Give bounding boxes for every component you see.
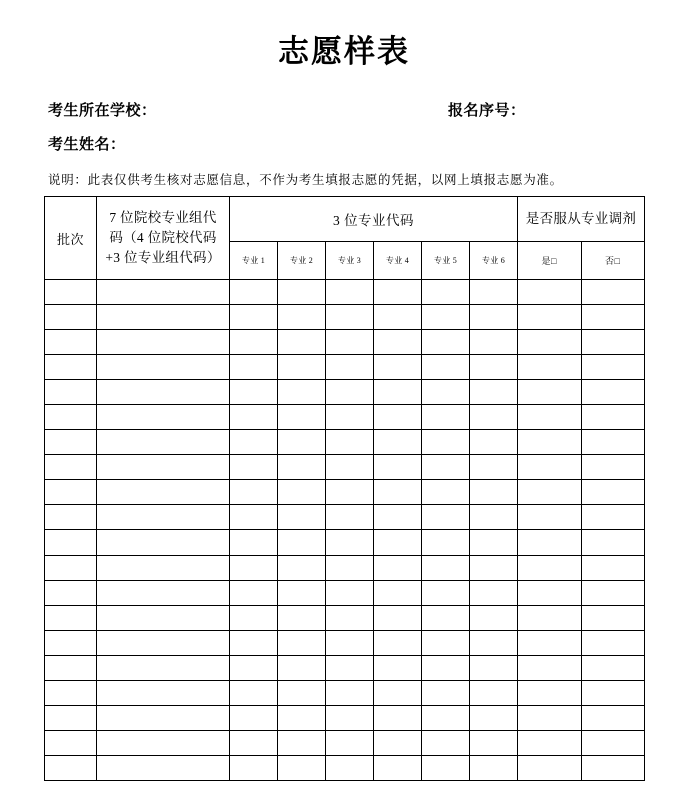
table-header [45, 197, 645, 280]
table-cell[interactable] [45, 680, 97, 705]
table-cell[interactable] [581, 555, 645, 580]
table-cell[interactable] [230, 480, 278, 505]
field-registration-no [448, 99, 526, 120]
table-cell[interactable] [422, 680, 470, 705]
table-cell[interactable] [581, 355, 645, 380]
table-cell[interactable] [422, 555, 470, 580]
table-cell[interactable] [581, 530, 645, 555]
table-cell[interactable] [470, 655, 518, 680]
table-cell[interactable] [581, 430, 645, 455]
table-cell[interactable] [230, 630, 278, 655]
table-cell[interactable] [278, 630, 326, 655]
table-row [45, 280, 645, 305]
table-cell[interactable] [374, 455, 422, 480]
table-cell[interactable] [278, 280, 326, 305]
table-row [45, 505, 645, 530]
table-cell[interactable] [230, 755, 278, 780]
table-cell[interactable] [326, 755, 374, 780]
table-cell[interactable] [422, 455, 470, 480]
table-cell[interactable] [278, 455, 326, 480]
table-cell[interactable] [97, 605, 230, 630]
table-cell[interactable] [230, 605, 278, 630]
table-cell[interactable] [45, 380, 97, 405]
table-cell[interactable] [422, 655, 470, 680]
table-cell[interactable] [97, 330, 230, 355]
table-row [45, 705, 645, 730]
table-cell[interactable] [97, 305, 230, 330]
table-cell[interactable] [45, 705, 97, 730]
table-cell[interactable] [326, 455, 374, 480]
table-cell[interactable] [422, 355, 470, 380]
table-cell[interactable] [581, 655, 645, 680]
table-cell[interactable] [278, 730, 326, 755]
table-cell[interactable] [326, 655, 374, 680]
table-cell[interactable] [326, 730, 374, 755]
table-cell[interactable] [518, 455, 582, 480]
table-cell[interactable] [45, 630, 97, 655]
field-candidate-name [48, 133, 126, 154]
table-cell[interactable] [45, 505, 97, 530]
table-cell[interactable] [422, 305, 470, 330]
table-row [45, 630, 645, 655]
table-cell[interactable] [230, 455, 278, 480]
table-cell[interactable] [97, 405, 230, 430]
table-cell[interactable] [374, 355, 422, 380]
header-batch: 批次 [45, 197, 97, 280]
table-cell[interactable] [422, 630, 470, 655]
table-cell[interactable] [278, 505, 326, 530]
table-cell[interactable] [374, 505, 422, 530]
header-major-6: 专业 6 [470, 242, 518, 280]
table-cell[interactable] [374, 755, 422, 780]
table-cell[interactable] [422, 530, 470, 555]
volunteer-table [44, 196, 645, 781]
table-cell[interactable] [422, 430, 470, 455]
table-body [45, 280, 645, 781]
field-school-label: 考生所在学校： [48, 103, 157, 119]
table-cell[interactable] [581, 580, 645, 605]
table-cell[interactable] [422, 480, 470, 505]
table-cell[interactable] [518, 280, 582, 305]
table-cell[interactable] [470, 480, 518, 505]
table-cell[interactable] [470, 555, 518, 580]
table-row [45, 655, 645, 680]
table-cell[interactable] [97, 580, 230, 605]
table-row [45, 455, 645, 480]
table-cell[interactable] [278, 430, 326, 455]
table-cell[interactable] [326, 405, 374, 430]
table-cell[interactable] [326, 380, 374, 405]
table-cell[interactable] [581, 280, 645, 305]
table-cell[interactable] [581, 680, 645, 705]
table-cell[interactable] [45, 555, 97, 580]
table-cell[interactable] [374, 305, 422, 330]
table-cell[interactable] [422, 580, 470, 605]
table-cell[interactable] [278, 380, 326, 405]
table-cell[interactable] [230, 655, 278, 680]
table-cell[interactable] [581, 755, 645, 780]
table-cell[interactable] [518, 555, 582, 580]
table-cell[interactable] [470, 305, 518, 330]
table-cell[interactable] [581, 480, 645, 505]
table-row [45, 555, 645, 580]
table-cell[interactable] [97, 755, 230, 780]
field-school [48, 99, 157, 120]
table-cell[interactable] [230, 680, 278, 705]
table-cell[interactable] [97, 380, 230, 405]
table-cell[interactable] [518, 505, 582, 530]
table-cell[interactable] [470, 505, 518, 530]
table-cell[interactable] [374, 580, 422, 605]
table-cell[interactable] [97, 655, 230, 680]
table-cell[interactable] [97, 505, 230, 530]
table-cell[interactable] [518, 480, 582, 505]
table-cell[interactable] [581, 380, 645, 405]
table-cell[interactable] [518, 405, 582, 430]
table-cell[interactable] [45, 755, 97, 780]
table-cell[interactable] [518, 655, 582, 680]
table-cell[interactable] [45, 580, 97, 605]
table-cell[interactable] [422, 605, 470, 630]
table-row [45, 355, 645, 380]
table-cell[interactable] [230, 430, 278, 455]
table-cell[interactable] [374, 280, 422, 305]
table-cell[interactable] [230, 580, 278, 605]
table-cell[interactable] [45, 430, 97, 455]
header-major-3: 专业 3 [326, 242, 374, 280]
table-cell[interactable] [581, 605, 645, 630]
table-cell[interactable] [97, 555, 230, 580]
table-cell[interactable] [278, 555, 326, 580]
header-major-4: 专业 4 [374, 242, 422, 280]
table-cell[interactable] [278, 405, 326, 430]
table-cell[interactable] [374, 655, 422, 680]
table-cell[interactable] [230, 330, 278, 355]
table-cell[interactable] [581, 330, 645, 355]
table-cell[interactable] [470, 605, 518, 630]
table-cell[interactable] [45, 730, 97, 755]
field-registration-no-label: 报名序号： [448, 103, 526, 119]
table-cell[interactable] [518, 730, 582, 755]
table-row [45, 580, 645, 605]
table-cell[interactable] [326, 430, 374, 455]
table-row [45, 530, 645, 555]
table-cell[interactable] [45, 355, 97, 380]
table-cell[interactable] [470, 280, 518, 305]
table-cell[interactable] [470, 730, 518, 755]
field-candidate-name-label: 考生姓名： [48, 137, 126, 153]
table-cell[interactable] [581, 705, 645, 730]
header-major-codes: 3 位专业代码 [230, 197, 518, 242]
table-cell[interactable] [230, 380, 278, 405]
table-cell[interactable] [518, 580, 582, 605]
table-cell[interactable] [422, 330, 470, 355]
table-cell[interactable] [581, 730, 645, 755]
table-cell[interactable] [422, 705, 470, 730]
table-cell[interactable] [326, 280, 374, 305]
table-cell[interactable] [97, 705, 230, 730]
table-cell[interactable] [278, 655, 326, 680]
table-cell[interactable] [326, 505, 374, 530]
table-row [45, 380, 645, 405]
table-cell[interactable] [518, 605, 582, 630]
table-cell[interactable] [230, 555, 278, 580]
header-major-1: 专业 1 [230, 242, 278, 280]
table-cell[interactable] [374, 705, 422, 730]
table-cell[interactable] [45, 655, 97, 680]
table-cell[interactable] [470, 355, 518, 380]
table-row [45, 680, 645, 705]
table-cell[interactable] [422, 730, 470, 755]
table-cell[interactable] [278, 355, 326, 380]
table-cell[interactable] [326, 580, 374, 605]
table-row [45, 430, 645, 455]
table-cell[interactable] [581, 505, 645, 530]
table-cell[interactable] [278, 330, 326, 355]
table-cell[interactable] [581, 455, 645, 480]
table-cell[interactable] [97, 430, 230, 455]
table-cell[interactable] [278, 705, 326, 730]
table-cell[interactable] [470, 705, 518, 730]
table-cell[interactable] [230, 730, 278, 755]
table-cell[interactable] [422, 405, 470, 430]
table-cell[interactable] [326, 555, 374, 580]
table-cell[interactable] [230, 280, 278, 305]
table-cell[interactable] [326, 480, 374, 505]
table-cell[interactable] [374, 605, 422, 630]
table-cell[interactable] [326, 605, 374, 630]
table-header-row-primary [45, 197, 645, 242]
table-cell[interactable] [97, 480, 230, 505]
table-cell[interactable] [278, 605, 326, 630]
table-cell[interactable] [326, 530, 374, 555]
table-cell[interactable] [326, 630, 374, 655]
table-cell[interactable] [581, 405, 645, 430]
table-cell[interactable] [470, 405, 518, 430]
table-cell[interactable] [518, 305, 582, 330]
table-cell[interactable] [97, 280, 230, 305]
table-cell[interactable] [470, 330, 518, 355]
table-cell[interactable] [278, 680, 326, 705]
table-cell[interactable] [422, 755, 470, 780]
table-cell[interactable] [97, 530, 230, 555]
header-adjust-yes[interactable]: 是□ [518, 242, 582, 280]
page-title: 志愿样表 [278, 34, 410, 69]
table-cell[interactable] [230, 705, 278, 730]
table-cell[interactable] [422, 380, 470, 405]
table-cell[interactable] [518, 380, 582, 405]
table-cell[interactable] [470, 580, 518, 605]
table-cell[interactable] [45, 455, 97, 480]
table-cell[interactable] [470, 755, 518, 780]
table-cell[interactable] [326, 355, 374, 380]
table-cell[interactable] [326, 705, 374, 730]
table-cell[interactable] [470, 530, 518, 555]
table-cell[interactable] [45, 330, 97, 355]
table-cell[interactable] [470, 380, 518, 405]
table-row [45, 755, 645, 780]
table-cell[interactable] [45, 280, 97, 305]
header-major-2: 专业 2 [278, 242, 326, 280]
table-cell[interactable] [230, 305, 278, 330]
table-cell[interactable] [470, 455, 518, 480]
table-cell[interactable] [581, 630, 645, 655]
table-cell[interactable] [230, 505, 278, 530]
table-cell[interactable] [374, 730, 422, 755]
table-cell[interactable] [230, 405, 278, 430]
table-cell[interactable] [422, 280, 470, 305]
table-cell[interactable] [45, 305, 97, 330]
table-cell[interactable] [374, 405, 422, 430]
table-cell[interactable] [470, 630, 518, 655]
table-cell[interactable] [581, 305, 645, 330]
table-cell[interactable] [518, 630, 582, 655]
table-row [45, 480, 645, 505]
table-cell[interactable] [422, 505, 470, 530]
table-cell[interactable] [45, 480, 97, 505]
table-cell[interactable] [518, 430, 582, 455]
table-cell[interactable] [97, 455, 230, 480]
header-adjust: 是否服从专业调剂 [518, 197, 645, 242]
table-cell[interactable] [278, 530, 326, 555]
table-cell[interactable] [45, 530, 97, 555]
table-row [45, 605, 645, 630]
table-cell[interactable] [470, 680, 518, 705]
table-cell[interactable] [326, 330, 374, 355]
table-cell[interactable] [278, 480, 326, 505]
table-cell[interactable] [278, 755, 326, 780]
table-cell[interactable] [374, 430, 422, 455]
table-cell[interactable] [518, 680, 582, 705]
table-cell[interactable] [278, 580, 326, 605]
table-cell[interactable] [470, 430, 518, 455]
table-cell[interactable] [374, 630, 422, 655]
table-row [45, 405, 645, 430]
header-major-5: 专业 5 [422, 242, 470, 280]
table-cell[interactable] [97, 730, 230, 755]
table-cell[interactable] [97, 680, 230, 705]
header-adjust-no[interactable]: 否□ [581, 242, 645, 280]
table-cell[interactable] [374, 330, 422, 355]
table-cell[interactable] [518, 330, 582, 355]
table-cell[interactable] [230, 355, 278, 380]
header-group-code: 7 位院校专业组代码（4 位院校代码+3 位专业组代码） [97, 197, 230, 280]
instruction-note: 说明：此表仅供考生核对志愿信息，不作为考生填报志愿的凭据，以网上填报志愿为准。 [48, 173, 563, 187]
table-row [45, 730, 645, 755]
table-cell[interactable] [374, 555, 422, 580]
table-cell[interactable] [374, 680, 422, 705]
table-row [45, 330, 645, 355]
table-cell[interactable] [97, 630, 230, 655]
table-cell[interactable] [518, 755, 582, 780]
table-cell[interactable] [374, 380, 422, 405]
table-cell[interactable] [278, 305, 326, 330]
table-cell[interactable] [518, 530, 582, 555]
table-cell[interactable] [374, 480, 422, 505]
table-cell[interactable] [518, 355, 582, 380]
table-cell[interactable] [518, 705, 582, 730]
table-cell[interactable] [374, 530, 422, 555]
table-cell[interactable] [45, 605, 97, 630]
table-cell[interactable] [97, 355, 230, 380]
table-cell[interactable] [230, 530, 278, 555]
table-row [45, 305, 645, 330]
table-cell[interactable] [326, 305, 374, 330]
table-cell[interactable] [326, 680, 374, 705]
table-cell[interactable] [45, 405, 97, 430]
